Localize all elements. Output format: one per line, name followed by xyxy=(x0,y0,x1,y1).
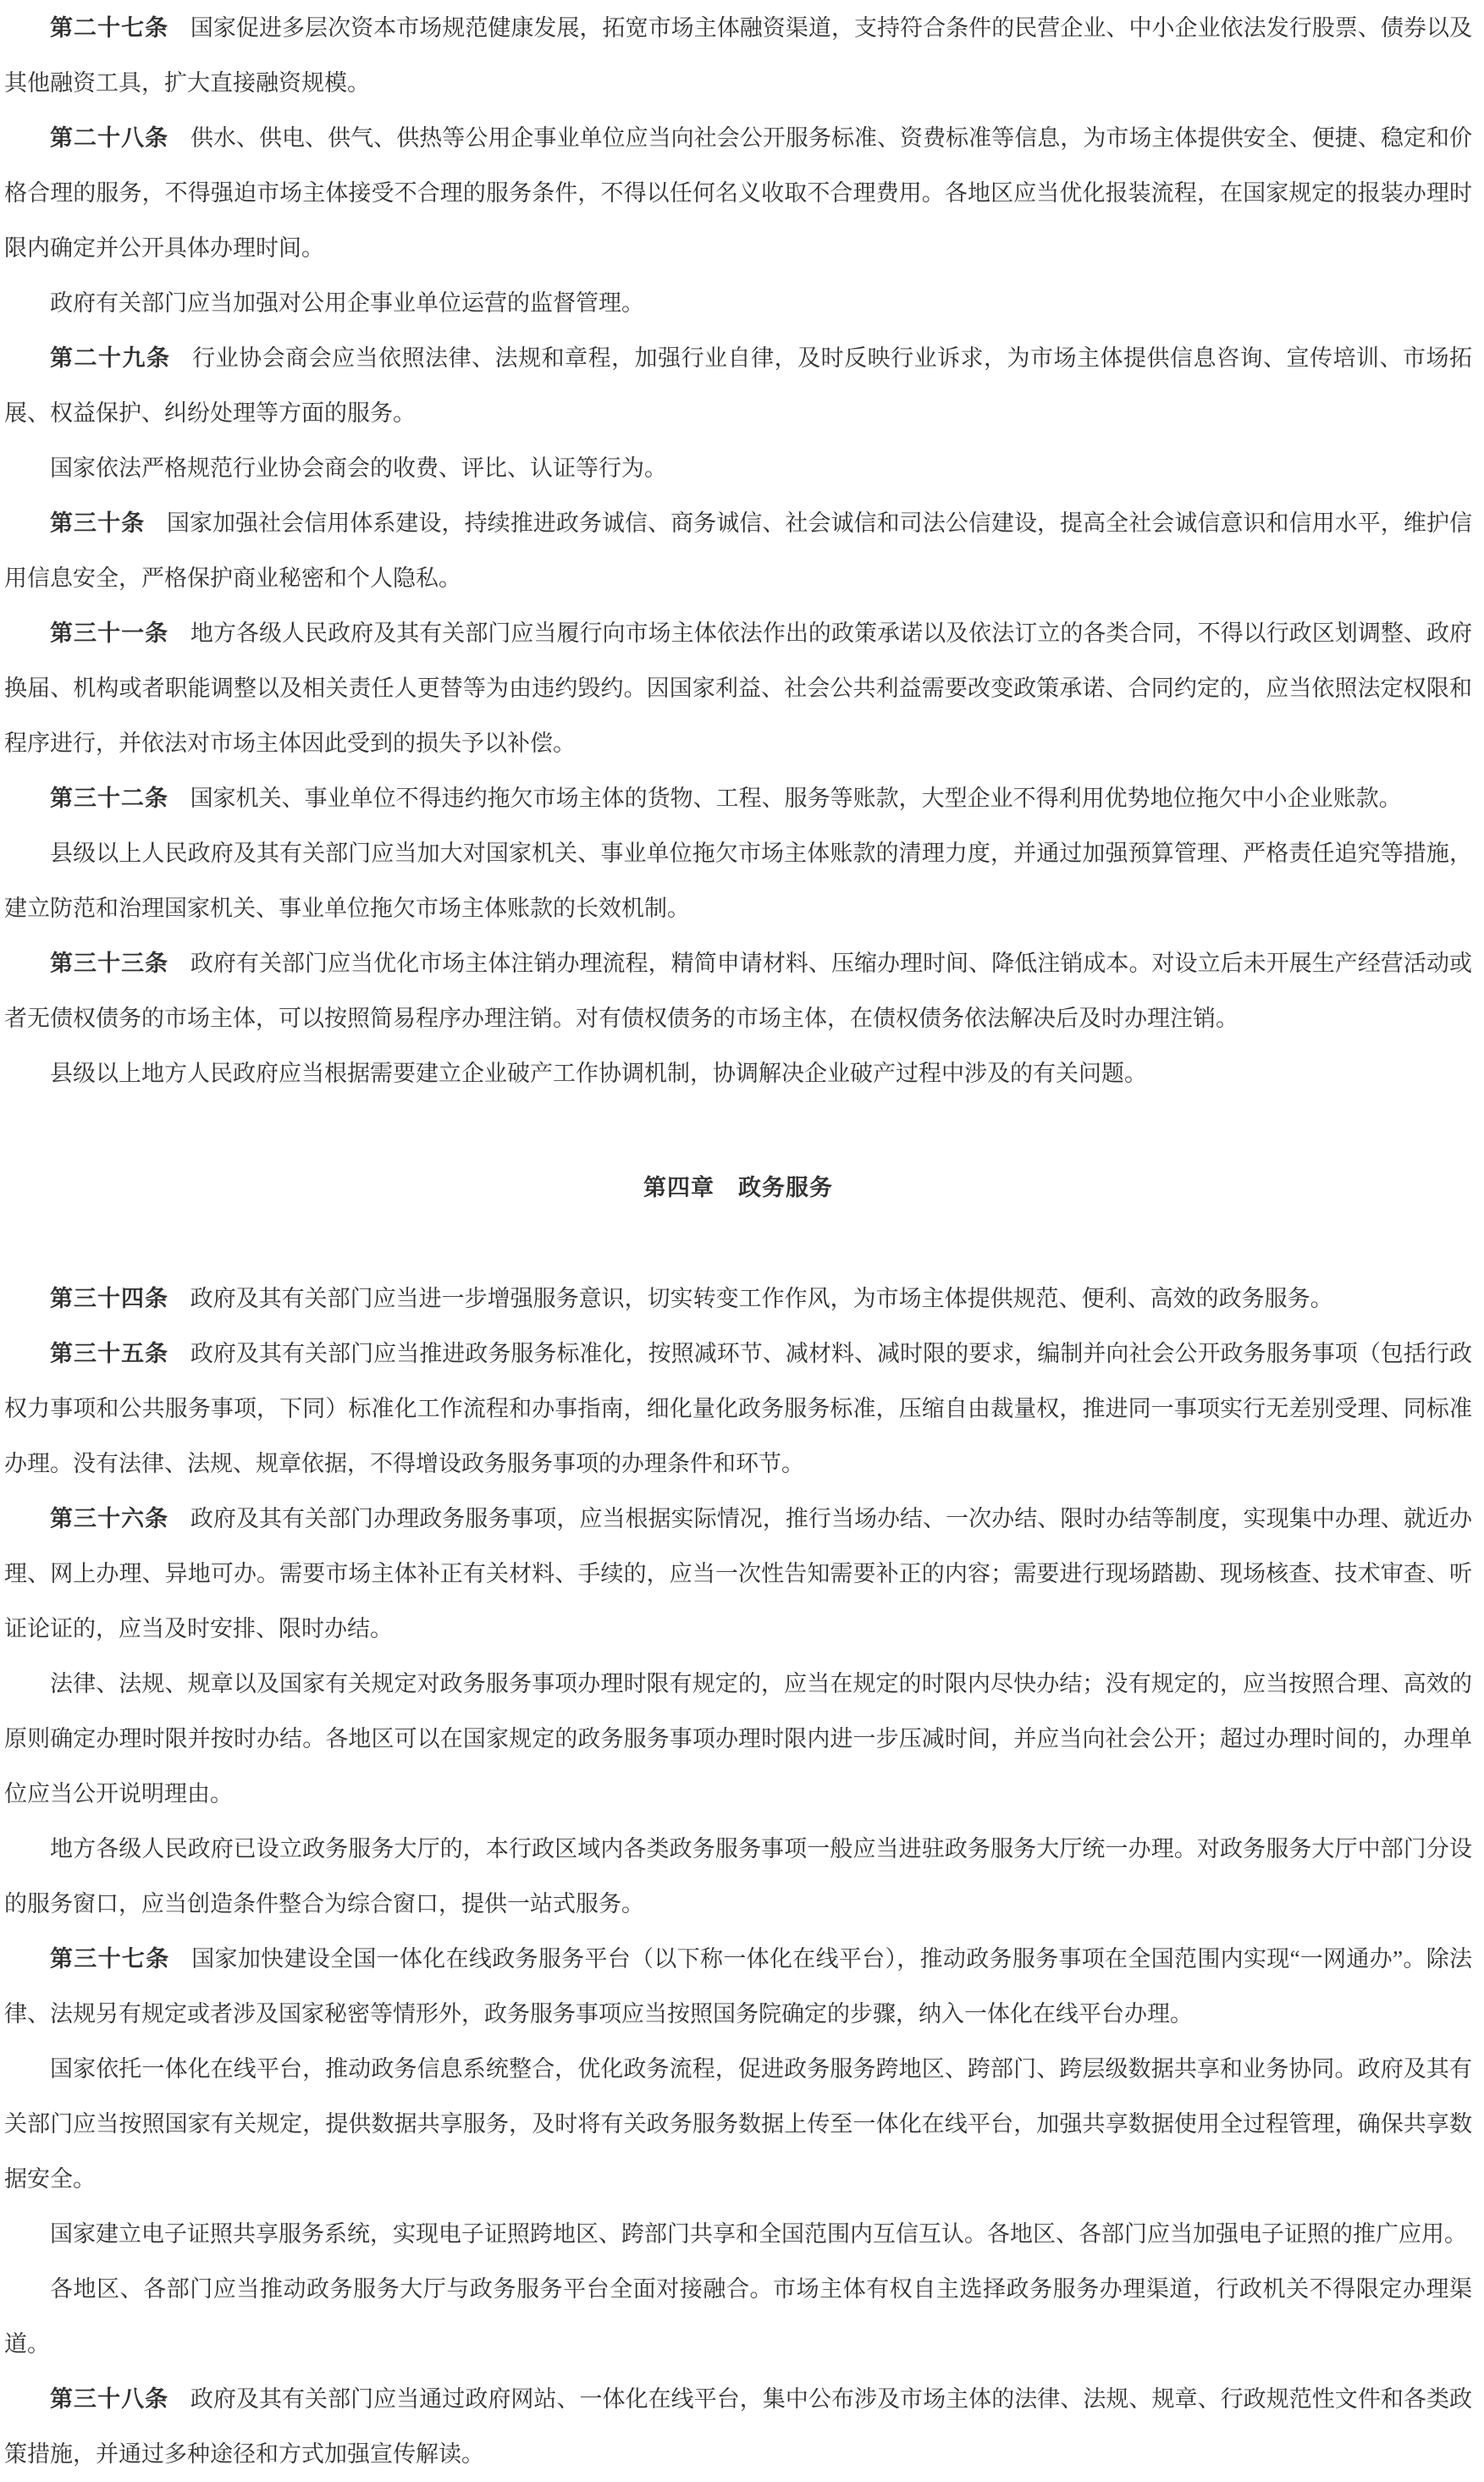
body-paragraph xyxy=(4,276,1472,331)
article-paragraph xyxy=(4,331,1472,441)
paragraph-text: 各地区、各部门应当推动政务服务大厅与政务服务平台全面对接融合。市场主体有权自主选择政务服务办理渠道，行政机关不得限定办理渠道。 xyxy=(4,2276,1472,2357)
article-text: 政府及其有关部门应当推进政务服务标准化，按照减环节、减材料、减时限的要求，编制并向社会公开政务服务事项（包括行政权力事项和公共服务事项，下同）标准化工作流程和办事指南，细化量化政务服务标准，压缩自由裁量权，推进同一事项实行无差别受理、同标准办理。没有法律、法规、规章依据，不得增设政务服务事项的办理条件和环节。 xyxy=(4,1341,1473,1476)
article-text: 行业协会商会应当依照法律、法规和章程，加强行业自律，及时反映行业诉求，为市场主体提供信息咨询、宣传培训、市场拓展、权益保护、纠纷处理等方面的服务。 xyxy=(4,345,1473,426)
paragraph-text: 县级以上人民政府及其有关部门应当加大对国家机关、事业单位拖欠市场主体账款的清理力度，并通过加强预算管理、严格责任追究等措施，建立防范和治理国家机关、事业单位拖欠市场主体账款的长效机制。 xyxy=(4,841,1472,921)
article-paragraph xyxy=(4,606,1472,771)
article-number: 第二十九条 xyxy=(50,345,171,371)
article-text: 供水、供电、供气、供热等公用企事业单位应当向社会公开服务标准、资费标准等信息，为市场主体提供安全、便捷、稳定和价格合理的服务，不得强迫市场主体接受不合理的服务条件，不得以任何名义收取不合理费用。各地区应当优化报装流程，在国家规定的报装办理时限内确定并公开具体办理时间。 xyxy=(4,125,1473,261)
article-text: 政府有关部门应当优化市场主体注销办理流程，精简申请材料、压缩办理时间、降低注销成本。对设立后未开展生产经营活动或者无债权债务的市场主体，可以按照简易程序办理注销。对有债权债务的市场主体，在债权债务依法解决后及时办理注销。 xyxy=(4,951,1473,1031)
paragraph-text: 地方各级人民政府已设立政务服务大厅的，本行政区域内各类政务服务事项一般应当进驻政务服务大厅统一办理。对政务服务大厅中部门分设的服务窗口，应当创造条件整合为综合窗口，提供一站式服务。 xyxy=(4,1836,1472,1917)
article-number: 第三十六条 xyxy=(50,1506,169,1531)
article-number: 第三十三条 xyxy=(50,951,169,976)
article-number: 第三十四条 xyxy=(50,1286,168,1311)
body-paragraph xyxy=(4,1046,1472,1101)
body-paragraph xyxy=(4,1657,1472,1822)
body-paragraph xyxy=(4,826,1472,936)
paragraph-text: 法律、法规、规章以及国家有关规定对政务服务事项办理时限有规定的，应当在规定的时限内尽快办结；没有规定的，应当按照合理、高效的原则确定办理时限并按时办结。各地区可以在国家规定的政务服务事项办理时限内进一步压减时间，并应当向社会公开；超过办理时间的，办理单位应当公开说明理由。 xyxy=(4,1671,1472,1806)
article-text: 政府及其有关部门应当进一步增强服务意识，切实转变工作作风，为市场主体提供规范、便利、高效的政务服务。 xyxy=(190,1286,1333,1311)
article-number: 第三十八条 xyxy=(50,2386,169,2412)
article-paragraph xyxy=(4,496,1472,606)
article-paragraph xyxy=(4,111,1472,276)
paragraph-text: 政府有关部门应当加强对公用企事业单位运营的监督管理。 xyxy=(50,290,644,316)
paragraph-text: 国家建立电子证照共享服务系统，实现电子证照跨地区、跨部门共享和全国范围内互信互认。各地区、各部门应当加强电子证照的推广应用。 xyxy=(50,2221,1467,2247)
article-text: 国家加快建设全国一体化在线政务服务平台（以下称一体化在线平台），推动政务服务事项在全国范围内实现“一网通办”。除法律、法规另有规定或者涉及国家秘密等情形外，政务服务事项应当按照国务院确定的步骤，纳入一体化在线平台办理。 xyxy=(4,1946,1473,2027)
article-paragraph xyxy=(4,1326,1472,1492)
article-paragraph xyxy=(4,771,1472,826)
article-text: 政府及其有关部门应当通过政府网站、一体化在线平台，集中公布涉及市场主体的法律、法规、规章、行政规范性文件和各类政策措施，并通过多种途径和方式加强宣传解读。 xyxy=(4,2386,1473,2467)
chapter-heading: 第四章 政务服务 xyxy=(643,1175,833,1200)
article-number: 第二十七条 xyxy=(50,15,169,41)
article-text: 国家机关、事业单位不得违约拖欠市场主体的货物、工程、服务等账款，大型企业不得利用优势地位拖欠中小企业账款。 xyxy=(190,786,1402,811)
body-paragraph xyxy=(4,441,1472,496)
article-paragraph xyxy=(4,2372,1472,2482)
article-text: 地方各级人民政府及其有关部门应当履行向市场主体依法作出的政策承诺以及依法订立的各类合同，不得以行政区划调整、政府换届、机构或者职能调整以及相关责任人更替等为由违约毁约。因国家利益、社会公共利益需要改变政策承诺、合同约定的，应当依照法定权限和程序进行，并依法对市场主体因此受到的损失予以补偿。 xyxy=(4,620,1473,756)
body-paragraph xyxy=(4,2207,1472,2262)
body-paragraph xyxy=(4,2262,1472,2372)
article-text: 政府及其有关部门办理政务服务事项，应当根据实际情况，推行当场办结、一次办结、限时办结等制度，实现集中办理、就近办理、网上办理、异地可办。需要市场主体补正有关材料、手续的，应当一次性告知需要补正的内容；需要进行现场踏勘、现场核查、技术审查、听证论证的，应当及时安排、限时办结。 xyxy=(4,1506,1473,1641)
article-paragraph xyxy=(4,1271,1472,1326)
paragraph-text: 国家依托一体化在线平台，推动政务信息系统整合，优化政务流程，促进政务服务跨地区、跨部门、跨层级数据共享和业务协同。政府及其有关部门应当按照国家有关规定，提供数据共享服务，及时将有关政务服务数据上传至一体化在线平台，加强共享数据使用全过程管理，确保共享数据安全。 xyxy=(4,2056,1472,2192)
paragraph-text: 县级以上地方人民政府应当根据需要建立企业破产工作协调机制，协调解决企业破产过程中涉及的有关问题。 xyxy=(50,1061,1147,1086)
article-number: 第三十一条 xyxy=(50,620,169,646)
article-number: 第三十条 xyxy=(50,510,146,536)
article-text: 国家促进多层次资本市场规范健康发展，拓宽市场主体融资渠道，支持符合条件的民营企业、中小企业依法发行股票、债券以及其他融资工具，扩大直接融资规模。 xyxy=(4,15,1473,96)
body-paragraph xyxy=(4,2042,1472,2207)
paragraph-text: 国家依法严格规范行业协会商会的收费、评比、认证等行为。 xyxy=(50,455,667,481)
article-paragraph xyxy=(4,1492,1472,1657)
article-paragraph xyxy=(4,1,1472,111)
article-number: 第三十二条 xyxy=(50,786,168,811)
article-paragraph xyxy=(4,1932,1472,2042)
article-number: 第三十五条 xyxy=(50,1341,169,1366)
article-number: 第三十七条 xyxy=(50,1946,170,1972)
article-number: 第二十八条 xyxy=(50,125,169,151)
article-text: 国家加强社会信用体系建设，持续推进政务诚信、商务诚信、社会诚信和司法公信建设，提高全社会诚信意识和信用水平，维护信用信息安全，严格保护商业秘密和个人隐私。 xyxy=(4,510,1473,591)
article-paragraph xyxy=(4,936,1472,1046)
body-paragraph xyxy=(4,1822,1472,1932)
